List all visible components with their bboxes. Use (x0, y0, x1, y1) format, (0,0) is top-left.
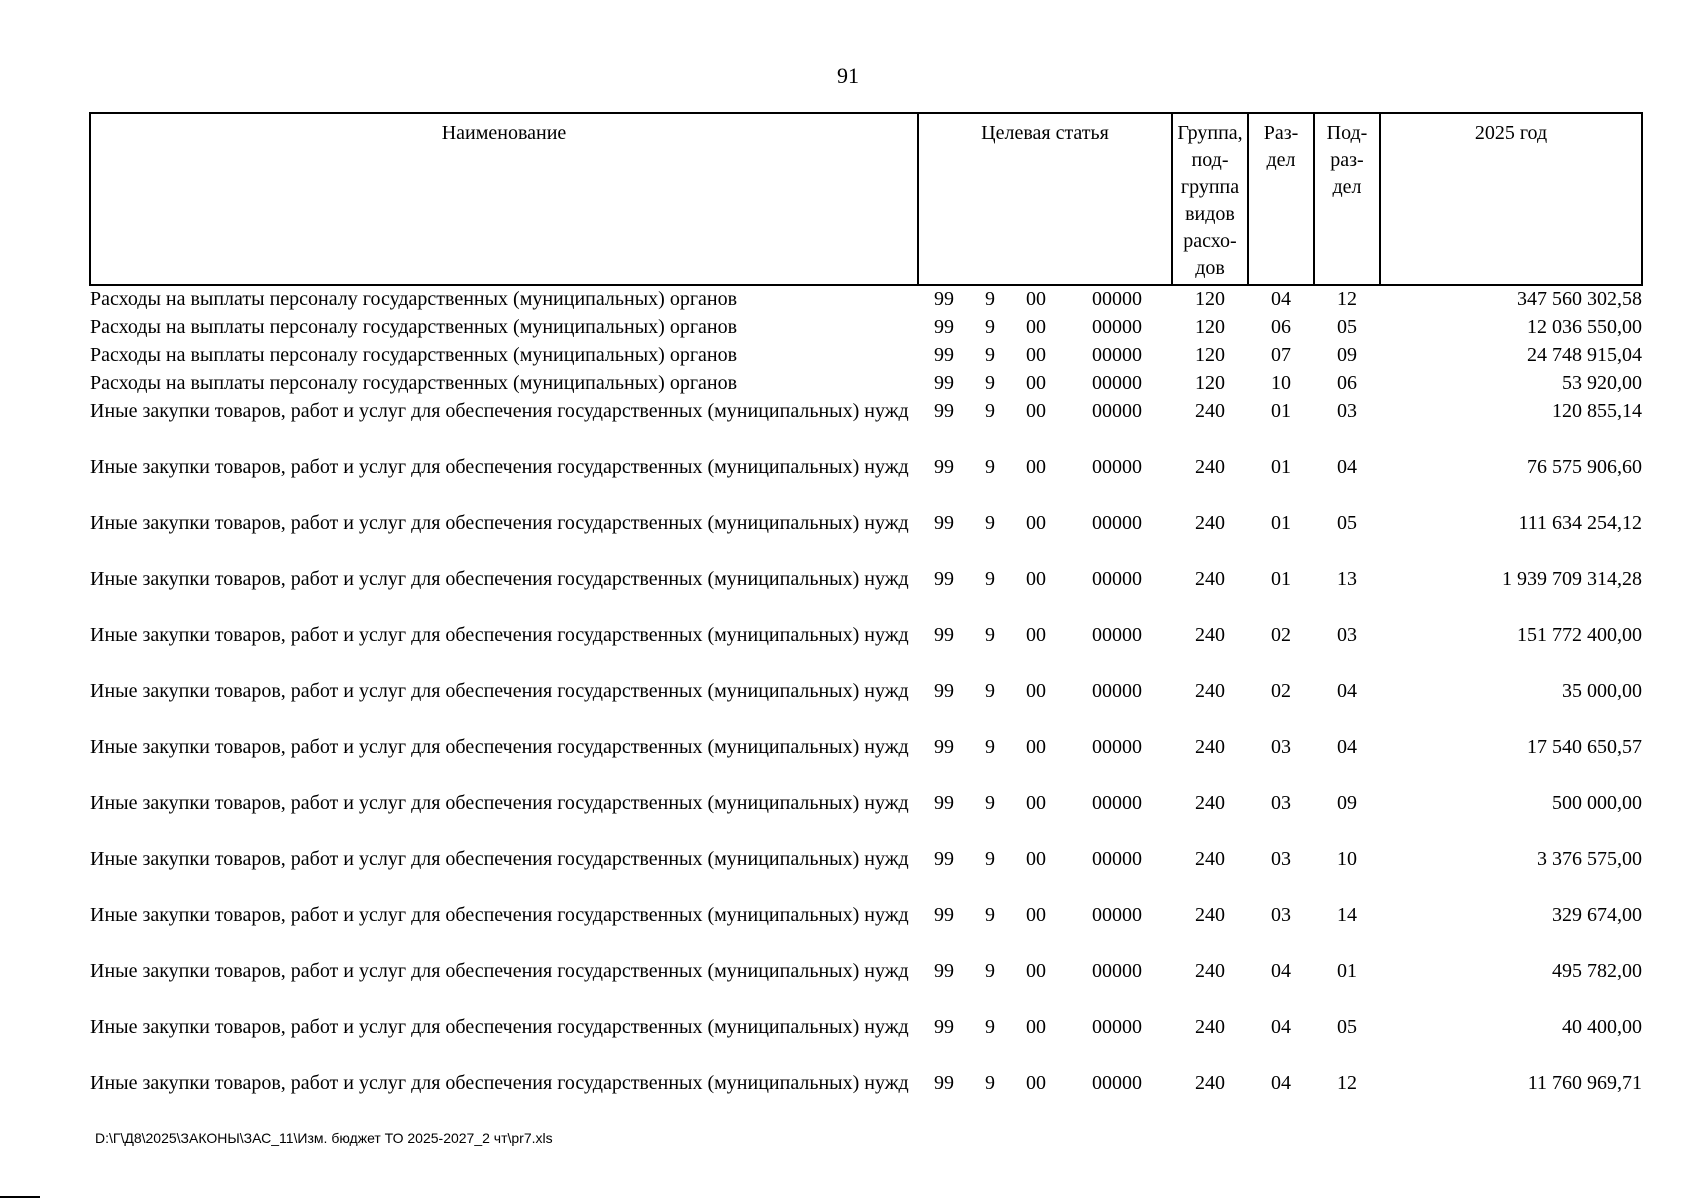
target-code-part-1: 99 (934, 848, 954, 870)
row-target-code (918, 454, 1172, 510)
row-name: Иные закупки товаров, работ и услуг для обеспечения государственных (муниципальных) нужд (90, 1072, 909, 1094)
page-number: 91 (837, 63, 859, 88)
target-code-part-3: 00 (1026, 456, 1046, 478)
target-code-part-3: 00 (1026, 624, 1046, 646)
target-code-part-3: 00 (1026, 904, 1046, 926)
row-group: 240 (1195, 1072, 1225, 1094)
row-amount: 35 000,00 (1562, 680, 1642, 702)
row-target-code (918, 902, 1172, 958)
row-subsection: 09 (1337, 792, 1357, 814)
row-group: 240 (1195, 400, 1225, 422)
row-target-code (918, 846, 1172, 902)
row-subsection: 06 (1337, 372, 1357, 394)
target-code-part-2: 9 (985, 624, 995, 646)
row-amount: 17 540 650,57 (1527, 736, 1642, 758)
target-code-part-1: 99 (934, 512, 954, 534)
row-subsection: 12 (1337, 1072, 1357, 1094)
target-code-part-3: 00 (1026, 288, 1046, 310)
table-row (90, 1014, 1642, 1070)
target-code-part-2: 9 (985, 316, 995, 338)
row-section: 02 (1271, 680, 1291, 702)
row-section: 04 (1271, 288, 1291, 310)
target-code-part-1: 99 (934, 1016, 954, 1038)
target-code-part-1: 99 (934, 288, 954, 310)
target-code-part-2: 9 (985, 568, 995, 590)
target-code-part-4: 00000 (1092, 1016, 1142, 1038)
target-code-part-2: 9 (985, 372, 995, 394)
row-section: 01 (1271, 456, 1291, 478)
target-code-part-2: 9 (985, 792, 995, 814)
target-code-part-3: 00 (1026, 960, 1046, 982)
row-group: 120 (1195, 372, 1225, 394)
row-amount: 3 376 575,00 (1537, 848, 1642, 870)
row-subsection: 05 (1337, 316, 1357, 338)
target-code-part-3: 00 (1026, 736, 1046, 758)
row-subsection: 04 (1337, 680, 1357, 702)
target-code-part-3: 00 (1026, 1072, 1046, 1094)
row-amount: 120 855,14 (1552, 400, 1642, 422)
row-amount: 347 560 302,58 (1517, 288, 1642, 310)
row-amount: 12 036 550,00 (1527, 316, 1642, 338)
row-section: 03 (1271, 792, 1291, 814)
target-code-part-2: 9 (985, 904, 995, 926)
row-target-code (918, 342, 1172, 370)
table-row (90, 958, 1642, 1014)
row-group: 240 (1195, 568, 1225, 590)
target-code-part-3: 00 (1026, 344, 1046, 366)
row-section: 01 (1271, 512, 1291, 534)
table-row (90, 342, 1642, 370)
table-row (90, 846, 1642, 902)
row-subsection: 01 (1337, 960, 1357, 982)
table-row (90, 790, 1642, 846)
row-target-code (918, 622, 1172, 678)
target-code-part-3: 00 (1026, 848, 1046, 870)
header-group: Группа, под- группа видов расхо- дов (1172, 113, 1248, 285)
row-group: 240 (1195, 736, 1225, 758)
target-code-part-1: 99 (934, 680, 954, 702)
target-code-part-2: 9 (985, 1072, 995, 1094)
row-name: Иные закупки товаров, работ и услуг для обеспечения государственных (муниципальных) нужд (90, 1016, 909, 1038)
header-name: Наименование (90, 113, 918, 285)
target-code-part-4: 00000 (1092, 288, 1142, 310)
target-code-part-4: 00000 (1092, 456, 1142, 478)
target-code-part-4: 00000 (1092, 372, 1142, 394)
row-amount: 1 939 709 314,28 (1502, 568, 1642, 590)
target-code-part-3: 00 (1026, 512, 1046, 534)
table-row (90, 678, 1642, 734)
row-group: 240 (1195, 792, 1225, 814)
row-section: 02 (1271, 624, 1291, 646)
target-code-part-1: 99 (934, 456, 954, 478)
target-code-part-4: 00000 (1092, 736, 1142, 758)
row-subsection: 05 (1337, 1016, 1357, 1038)
row-name: Иные закупки товаров, работ и услуг для обеспечения государственных (муниципальных) нужд (90, 848, 909, 870)
row-name: Иные закупки товаров, работ и услуг для обеспечения государственных (муниципальных) нужд (90, 904, 909, 926)
table-row (90, 314, 1642, 342)
row-target-code (918, 398, 1172, 454)
target-code-part-1: 99 (934, 400, 954, 422)
row-name: Иные закупки товаров, работ и услуг для обеспечения государственных (муниципальных) нужд (90, 624, 909, 646)
target-code-part-3: 00 (1026, 568, 1046, 590)
row-name: Иные закупки товаров, работ и услуг для обеспечения государственных (муниципальных) нужд (90, 568, 909, 590)
table-row (90, 510, 1642, 566)
row-amount: 24 748 915,04 (1527, 344, 1642, 366)
target-code-part-3: 00 (1026, 1016, 1046, 1038)
row-name: Иные закупки товаров, работ и услуг для обеспечения государственных (муниципальных) нужд (90, 512, 909, 534)
header-year: 2025 год (1380, 113, 1642, 285)
table-row (90, 285, 1642, 314)
row-subsection: 14 (1337, 904, 1357, 926)
row-subsection: 04 (1337, 456, 1357, 478)
target-code-part-4: 00000 (1092, 848, 1142, 870)
row-target-code (918, 790, 1172, 846)
row-amount: 53 920,00 (1562, 372, 1642, 394)
row-section: 03 (1271, 736, 1291, 758)
target-code-part-2: 9 (985, 1016, 995, 1038)
row-group: 240 (1195, 904, 1225, 926)
row-section: 10 (1271, 372, 1291, 394)
target-code-part-2: 9 (985, 680, 995, 702)
row-group: 120 (1195, 316, 1225, 338)
target-code-part-4: 00000 (1092, 960, 1142, 982)
table-row (90, 566, 1642, 622)
target-code-part-1: 99 (934, 316, 954, 338)
target-code-part-3: 00 (1026, 316, 1046, 338)
target-code-part-4: 00000 (1092, 400, 1142, 422)
row-group: 240 (1195, 960, 1225, 982)
row-group: 120 (1195, 288, 1225, 310)
target-code-part-2: 9 (985, 400, 995, 422)
row-amount: 11 760 969,71 (1527, 1072, 1642, 1094)
row-section: 01 (1271, 400, 1291, 422)
row-subsection: 09 (1337, 344, 1357, 366)
row-group: 240 (1195, 848, 1225, 870)
header-target: Целевая статья (918, 113, 1172, 285)
row-amount: 76 575 906,60 (1527, 456, 1642, 478)
row-target-code (918, 734, 1172, 790)
table-header-row (90, 113, 1642, 285)
row-section: 04 (1271, 1016, 1291, 1038)
file-path-footer: D:\Г\Д8\2025\ЗАКОНЫ\ЗАС_11\Изм. бюджет ТО 2025-2027_2 чт\pr7.xls (95, 1130, 553, 1146)
row-group: 240 (1195, 512, 1225, 534)
row-section: 07 (1271, 344, 1291, 366)
table-row (90, 902, 1642, 958)
target-code-part-4: 00000 (1092, 512, 1142, 534)
table-row (90, 454, 1642, 510)
row-name: Иные закупки товаров, работ и услуг для обеспечения государственных (муниципальных) нужд (90, 456, 909, 478)
target-code-part-4: 00000 (1092, 792, 1142, 814)
row-section: 04 (1271, 1072, 1291, 1094)
table-row (90, 622, 1642, 678)
row-name: Расходы на выплаты персоналу государственных (муниципальных) органов (90, 344, 738, 366)
row-name: Иные закупки товаров, работ и услуг для обеспечения государственных (муниципальных) нужд (90, 680, 909, 702)
row-target-code (918, 510, 1172, 566)
row-amount: 500 000,00 (1552, 792, 1642, 814)
row-subsection: 03 (1337, 624, 1357, 646)
target-code-part-2: 9 (985, 736, 995, 758)
row-subsection: 04 (1337, 736, 1357, 758)
row-subsection: 12 (1337, 288, 1357, 310)
row-group: 240 (1195, 624, 1225, 646)
row-section: 06 (1271, 316, 1291, 338)
row-subsection: 05 (1337, 512, 1357, 534)
target-code-part-4: 00000 (1092, 568, 1142, 590)
row-group: 240 (1195, 456, 1225, 478)
row-section: 04 (1271, 960, 1291, 982)
table-row (90, 734, 1642, 790)
target-code-part-1: 99 (934, 624, 954, 646)
target-code-part-1: 99 (934, 1072, 954, 1094)
target-code-part-3: 00 (1026, 792, 1046, 814)
margin-mark (0, 1196, 40, 1198)
target-code-part-1: 99 (934, 372, 954, 394)
target-code-part-4: 00000 (1092, 316, 1142, 338)
row-name: Иные закупки товаров, работ и услуг для обеспечения государственных (муниципальных) нужд (90, 792, 909, 814)
row-group: 240 (1195, 1016, 1225, 1038)
row-target-code (918, 1014, 1172, 1070)
row-amount: 40 400,00 (1562, 1016, 1642, 1038)
row-section: 01 (1271, 568, 1291, 590)
table-row (90, 370, 1642, 398)
target-code-part-1: 99 (934, 568, 954, 590)
table-row (90, 1070, 1642, 1126)
row-group: 120 (1195, 344, 1225, 366)
header-section: Раз- дел (1248, 113, 1314, 285)
row-name: Расходы на выплаты персоналу государственных (муниципальных) органов (90, 316, 738, 338)
target-code-part-2: 9 (985, 848, 995, 870)
target-code-part-2: 9 (985, 288, 995, 310)
target-code-part-1: 99 (934, 960, 954, 982)
target-code-part-4: 00000 (1092, 344, 1142, 366)
target-code-part-4: 00000 (1092, 624, 1142, 646)
target-code-part-2: 9 (985, 960, 995, 982)
target-code-part-3: 00 (1026, 400, 1046, 422)
table-row (90, 398, 1642, 454)
row-target-code (918, 958, 1172, 1014)
target-code-part-2: 9 (985, 456, 995, 478)
row-target-code (918, 566, 1172, 622)
row-section: 03 (1271, 848, 1291, 870)
target-code-part-4: 00000 (1092, 680, 1142, 702)
row-target-code (918, 370, 1172, 398)
row-name: Иные закупки товаров, работ и услуг для обеспечения государственных (муниципальных) нужд (90, 960, 909, 982)
target-code-part-4: 00000 (1092, 1072, 1142, 1094)
budget-table (89, 112, 1643, 1126)
row-name: Расходы на выплаты персоналу государственных (муниципальных) органов (90, 288, 738, 310)
row-name: Иные закупки товаров, работ и услуг для обеспечения государственных (муниципальных) нужд (90, 736, 909, 758)
row-amount: 111 634 254,12 (1518, 512, 1642, 534)
target-code-part-2: 9 (985, 344, 995, 366)
row-target-code (918, 1070, 1172, 1126)
target-code-part-3: 00 (1026, 680, 1046, 702)
target-code-part-2: 9 (985, 512, 995, 534)
target-code-part-1: 99 (934, 792, 954, 814)
row-target-code (918, 314, 1172, 342)
row-group: 240 (1195, 680, 1225, 702)
row-section: 03 (1271, 904, 1291, 926)
row-subsection: 10 (1337, 848, 1357, 870)
target-code-part-1: 99 (934, 736, 954, 758)
row-name: Расходы на выплаты персоналу государственных (муниципальных) органов (90, 372, 738, 394)
row-amount: 151 772 400,00 (1517, 624, 1642, 646)
row-amount: 329 674,00 (1552, 904, 1642, 926)
row-target-code (918, 678, 1172, 734)
target-code-part-3: 00 (1026, 372, 1046, 394)
target-code-part-1: 99 (934, 344, 954, 366)
row-subsection: 13 (1337, 568, 1357, 590)
header-subsection: Под- раз- дел (1314, 113, 1380, 285)
row-subsection: 03 (1337, 400, 1357, 422)
row-name: Иные закупки товаров, работ и услуг для обеспечения государственных (муниципальных) нужд (90, 400, 909, 422)
target-code-part-4: 00000 (1092, 904, 1142, 926)
target-code-part-1: 99 (934, 904, 954, 926)
row-target-code (918, 285, 1172, 314)
row-amount: 495 782,00 (1552, 960, 1642, 982)
